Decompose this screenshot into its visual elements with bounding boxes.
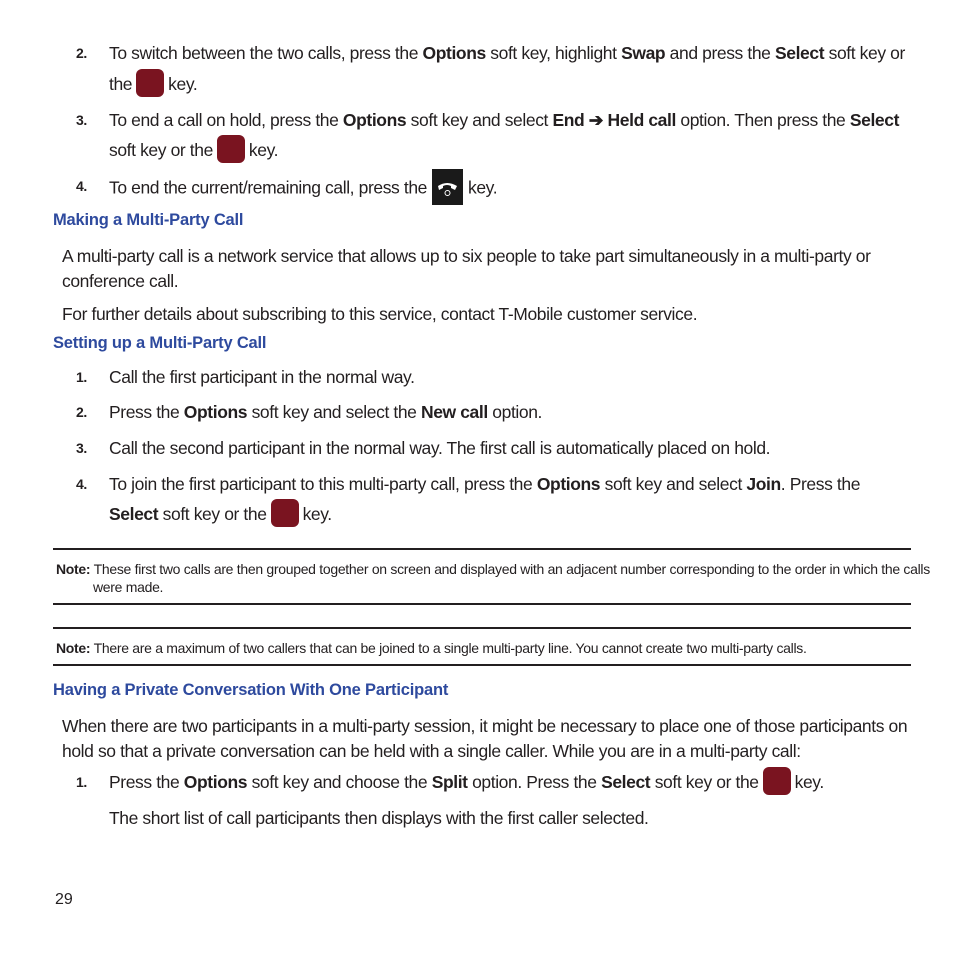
step-text: soft key, highlight — [485, 43, 622, 63]
step-number: 1. — [76, 774, 87, 790]
step-text: soft key or the — [109, 140, 213, 160]
note-grouped-calls — [56, 560, 943, 596]
step-text: soft key and choose the — [247, 772, 432, 792]
options-term: Options — [342, 110, 407, 130]
select-key-icon — [217, 135, 245, 163]
select-key-icon — [271, 499, 299, 527]
join-term: Join — [746, 474, 781, 494]
step-text: soft key and select — [600, 474, 747, 494]
step-text: and press the — [665, 43, 775, 63]
note-label: Note: — [56, 640, 91, 656]
step-text: Call the second participant in the normal way. The first call is automatically placed on hold. — [109, 438, 771, 458]
step-text: key. — [248, 140, 279, 160]
split-term: Split — [431, 772, 468, 792]
options-term: Options — [183, 402, 248, 422]
note-rule-top — [53, 627, 911, 629]
step-text: To end a call on hold, press the — [109, 110, 343, 130]
new-call-term: New call — [420, 402, 488, 422]
step-text: key. — [468, 177, 498, 198]
note-text: These first two calls are then grouped together on screen and displayed with an adjacent number corresponding to the order in which the calls were made. — [90, 561, 930, 595]
section-heading-making-multi-party: Making a Multi-Party Call — [53, 211, 244, 229]
end-call-key-icon — [432, 169, 463, 205]
step-text: the — [109, 74, 133, 94]
step-number: 4. — [76, 178, 87, 194]
select-term: Select — [601, 772, 651, 792]
note-rule-bottom — [53, 664, 911, 666]
section-heading-private-conversation: Having a Private Conversation With One Participant — [53, 681, 449, 699]
options-term: Options — [422, 43, 486, 63]
swap-term: Swap — [621, 43, 666, 63]
step-number: 2. — [76, 45, 87, 61]
step-text: key. — [794, 772, 824, 792]
step-text: To join the first participant to this multi-party call, press the — [109, 474, 537, 494]
step-text: option. Then press the — [675, 110, 850, 130]
page-number: 29 — [55, 891, 73, 908]
step-text: soft key and select the — [247, 402, 421, 422]
step-text: The short list of call participants then displays with the first caller selected. — [109, 808, 649, 828]
options-term: Options — [183, 772, 248, 792]
step-text: . Press the — [780, 474, 861, 494]
options-term: Options — [536, 474, 601, 494]
step-number: 3. — [76, 112, 87, 128]
step-text: Press the — [109, 772, 184, 792]
arrow-icon: ➔ — [584, 110, 608, 130]
step-text: Press the — [109, 402, 184, 422]
paragraph-multi-party-intro: A multi-party call is a network service that allows up to six people to take part simultaneously in a multi-party or conference call. — [62, 246, 871, 291]
section-heading-setting-up: Setting up a Multi-Party Call — [53, 334, 267, 352]
step-number: 1. — [76, 369, 87, 385]
paragraph-subscribe-info: For further details about subscribing to this service, contact T-Mobile customer service. — [62, 304, 698, 324]
step-text: soft key or the — [650, 772, 759, 792]
step-text: option. — [487, 402, 543, 422]
held-call-term: Held call — [607, 110, 676, 130]
step-text: soft key or the — [158, 504, 267, 524]
paragraph-private-intro: When there are two participants in a multi-party session, it might be necessary to place one of those participants on hold so that a private conversation can be held with a single caller. While you are in a multi-party call: — [62, 716, 908, 761]
select-key-icon — [763, 767, 791, 795]
step-text: Call the first participant in the normal way. — [109, 367, 415, 387]
note-rule-top — [53, 548, 911, 550]
select-term: Select — [849, 110, 900, 130]
step-text: To end the current/remaining call, press the — [109, 177, 427, 198]
select-term: Select — [109, 504, 159, 524]
step-text: soft key or — [824, 43, 905, 63]
step-text: option. Press the — [467, 772, 602, 792]
step-number: 3. — [76, 440, 87, 456]
note-rule-bottom — [53, 603, 911, 605]
step-number: 4. — [76, 476, 87, 492]
step-number: 2. — [76, 404, 87, 420]
note-max-callers — [56, 639, 906, 657]
step-text: To switch between the two calls, press the — [109, 43, 423, 63]
end-term: End — [552, 110, 585, 130]
step-text: key. — [302, 504, 332, 524]
select-term: Select — [774, 43, 825, 63]
note-label: Note: — [56, 561, 91, 577]
step-text: soft key and select — [406, 110, 553, 130]
step-text: key. — [168, 74, 198, 94]
note-text: There are a maximum of two callers that can be joined to a single multi-party line. You cannot create two multi-party calls. — [90, 640, 807, 656]
select-key-icon — [136, 69, 164, 97]
